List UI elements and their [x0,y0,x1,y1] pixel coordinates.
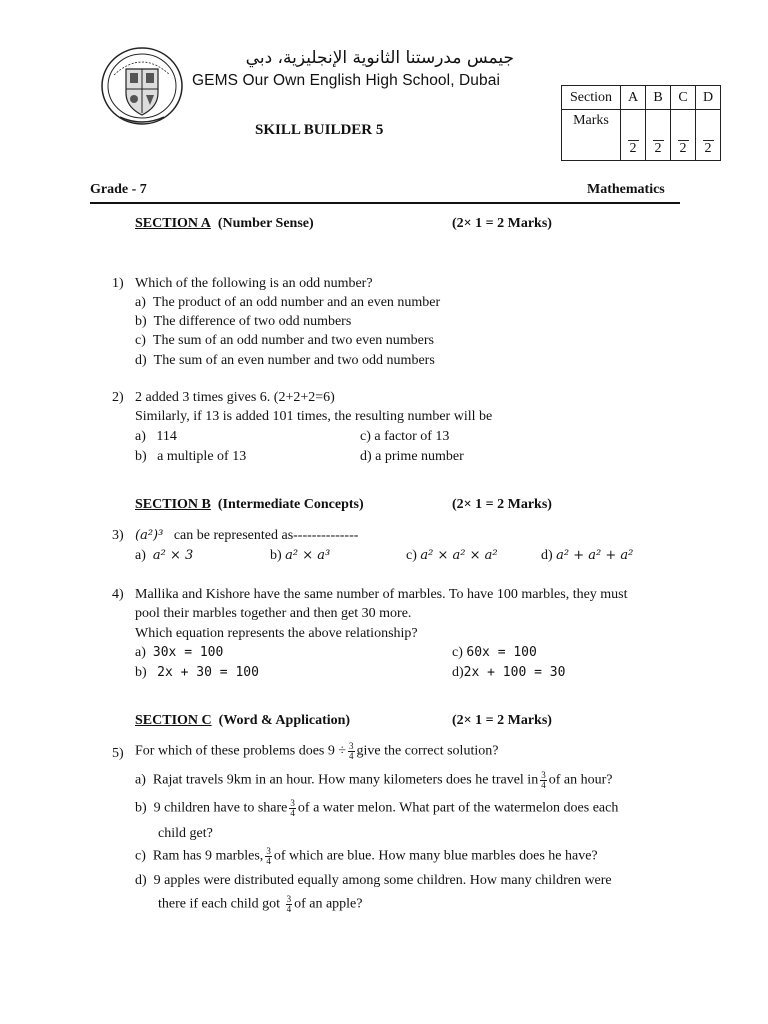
section-b-heading [135,497,364,513]
section-a-marks: 2 [621,110,646,161]
q3-stem [135,528,358,544]
section-d-header: D [696,86,721,110]
sheet-title: SKILL BUILDER 5 [255,122,384,138]
section-a-heading [135,216,314,232]
q5-option-d: d) 9 apples were distributed equally among some children. How many children were [135,873,612,888]
section-b-marks: 2 [646,110,671,161]
header-divider [90,202,680,204]
q1-option-b: b) The difference of two odd numbers [135,314,352,329]
q2-option-c: c) a factor of 13 [360,429,450,444]
q4-option-c: c) 60x = 100 [452,645,537,660]
q2-line-2: Similarly, if 13 is added 101 times, the resulting number will be [135,409,493,424]
school-crest-logo [100,45,184,127]
q1-question: Which of the following is an odd number? [135,276,373,291]
q1-option-a: a) The product of an odd number and an even number [135,295,441,310]
section-a-marks-note: (2× 1 = 2 Marks) [452,216,552,231]
q1-option-d: d) The sum of an even number and two odd numbers [135,353,435,368]
section-label: Section [562,86,621,110]
section-a-title: SECTION A [135,216,211,231]
q5-stem: For which of these problems does 9 ÷ $\frac{3}{4}$ give the correct solution? [135,741,499,761]
section-b-header: B [646,86,671,110]
q3-option-a: a) a² × 3 [135,548,194,563]
section-a-header: A [621,86,646,110]
marks-table-header-row [562,86,721,110]
q4-option-b: b) 2x + 30 = 100 [135,665,259,680]
q5-stem-fraction: $\frac{3}{4}$ [349,741,354,761]
q2-number: 2) [112,390,124,405]
q2-option-b: b) a multiple of 13 [135,449,247,464]
q3-number: 3) [112,528,124,543]
q2-option-a: a) 114 [135,429,177,444]
q3-option-d: d) a² + a² + a² [541,548,634,563]
q4-line-1: Mallika and Kishore have the same number of marbles. To have 100 marbles, they must [135,587,628,602]
section-c-title: SECTION C [135,713,212,728]
grade-label: Grade - 7 [90,182,147,197]
q5-option-a: a) Rajat travels 9km in an hour. How many kilometers does he travel in $\frac{3}{4}$ of an hour? [135,770,613,790]
subject-label: Mathematics [587,182,665,197]
section-d-marks: 2 [696,110,721,161]
section-c-marks: 2 [671,110,696,161]
section-c-header: C [671,86,696,110]
q4-option-d: d)2x + 100 = 30 [452,665,566,680]
q2-option-d: d) a prime number [360,449,464,464]
school-name-english: GEMS Our Own English High School, Dubai [192,72,501,89]
q2-line-1: 2 added 3 times gives 6. (2+2+2=6) [135,390,335,405]
section-c-marks-note: (2× 1 = 2 Marks) [452,713,552,728]
marks-label: Marks [562,110,621,161]
q4-number: 4) [112,587,124,602]
section-b-title: SECTION B [135,497,211,512]
section-a-subtitle: (Number Sense) [217,216,314,231]
q3-stem-text: can be represented as-------------- [173,528,359,543]
q5-option-c: c) Ram has 9 marbles, $\frac{3}{4}$ of which are blue. How many blue marbles does he have? [135,846,598,866]
q4-line-3: Which equation represents the above relationship? [135,626,418,641]
q3-option-c: c) a² × a² × a² [406,548,498,563]
section-c-subtitle: (Word & Application) [218,713,351,728]
section-b-subtitle: (Intermediate Concepts) [217,497,364,512]
q5-option-d-line-2: there if each child got $\frac{3}{4}$ of an apple? [158,894,363,914]
q4-line-2: pool their marbles together and then get 30 more. [135,606,412,621]
q1-option-c: c) The sum of an odd number and two even numbers [135,333,434,348]
q4-option-a: a) 30x = 100 [135,645,224,660]
q5-number: 5) [112,746,124,761]
section-b-marks-note: (2× 1 = 2 Marks) [452,497,552,512]
marks-table [561,85,721,161]
marks-table-marks-row [562,110,721,161]
q3-option-b: b) a² × a³ [270,548,331,563]
school-name-arabic: جيمس مدرستنا الثانوية الإنجليزية، دبي [245,48,514,68]
section-c-heading [135,713,350,729]
q5-option-b-line-2: child get? [158,826,213,841]
q5-option-b: b) 9 children have to share $\frac{3}{4}$ of a water melon. What part of the watermelon does each [135,798,619,818]
q3-stem-expression: (a²)³ [135,528,164,543]
q1-number: 1) [112,276,124,291]
